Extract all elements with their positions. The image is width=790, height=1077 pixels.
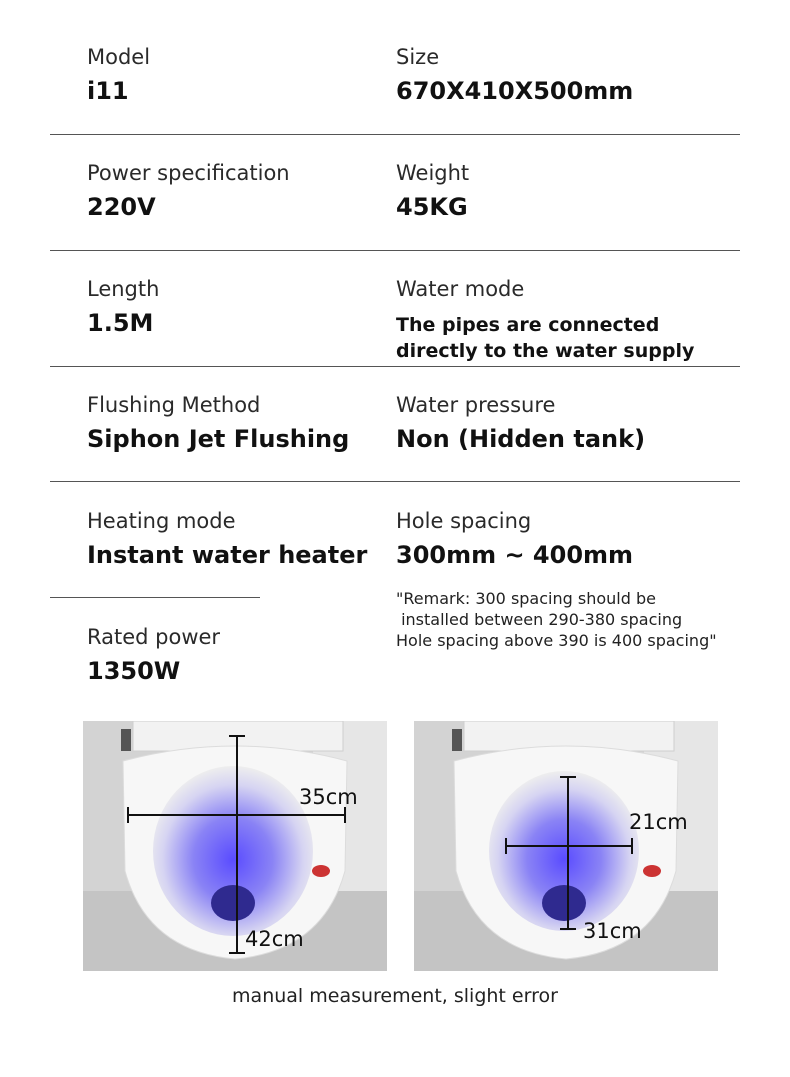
model-label: Model: [87, 45, 151, 69]
water-mode-value: The pipes are connected directly to the water supply: [396, 314, 695, 362]
measurement-lines: [414, 721, 718, 971]
model-value: i11: [87, 77, 129, 105]
divider: [50, 134, 740, 135]
flushing-label: Flushing Method: [87, 393, 261, 417]
heating-value: Instant water heater: [87, 541, 368, 569]
power-spec-label: Power specification: [87, 161, 290, 185]
divider: [50, 597, 260, 598]
rated-power-label: Rated power: [87, 625, 221, 649]
length-measure-label: 31cm: [583, 919, 642, 943]
length-label: Length: [87, 277, 160, 301]
hole-spacing-label: Hole spacing: [396, 509, 532, 533]
water-pressure-value: Non (Hidden tank): [396, 425, 646, 453]
hole-spacing-value: 300mm ~ 400mm: [396, 541, 634, 569]
hole-spacing-remark: "Remark: 300 spacing should be installed between 290-380 spacing Hole spacing above 390 is 400 spacing": [396, 589, 717, 650]
divider: [50, 366, 740, 367]
water-pressure-label: Water pressure: [396, 393, 556, 417]
flushing-value: Siphon Jet Flushing: [87, 425, 350, 453]
weight-label: Weight: [396, 161, 470, 185]
width-measure-label: 21cm: [629, 810, 688, 834]
width-measure-label: 35cm: [299, 785, 358, 809]
size-value: 670X410X500mm: [396, 77, 634, 105]
length-measure-label: 42cm: [245, 927, 304, 951]
divider: [50, 481, 740, 482]
rated-power-value: 1350W: [87, 657, 181, 685]
measurement-lines: [83, 721, 387, 971]
size-label: Size: [396, 45, 440, 69]
measurement-caption: manual measurement, slight error: [232, 985, 558, 1007]
power-spec-value: 220V: [87, 193, 156, 221]
toilet-photo-top-view: [83, 721, 387, 971]
water-mode-label: Water mode: [396, 277, 525, 301]
heating-label: Heating mode: [87, 509, 236, 533]
length-value: 1.5M: [87, 309, 154, 337]
weight-value: 45KG: [396, 193, 468, 221]
divider: [50, 250, 740, 251]
toilet-photo-top-view: [414, 721, 718, 971]
